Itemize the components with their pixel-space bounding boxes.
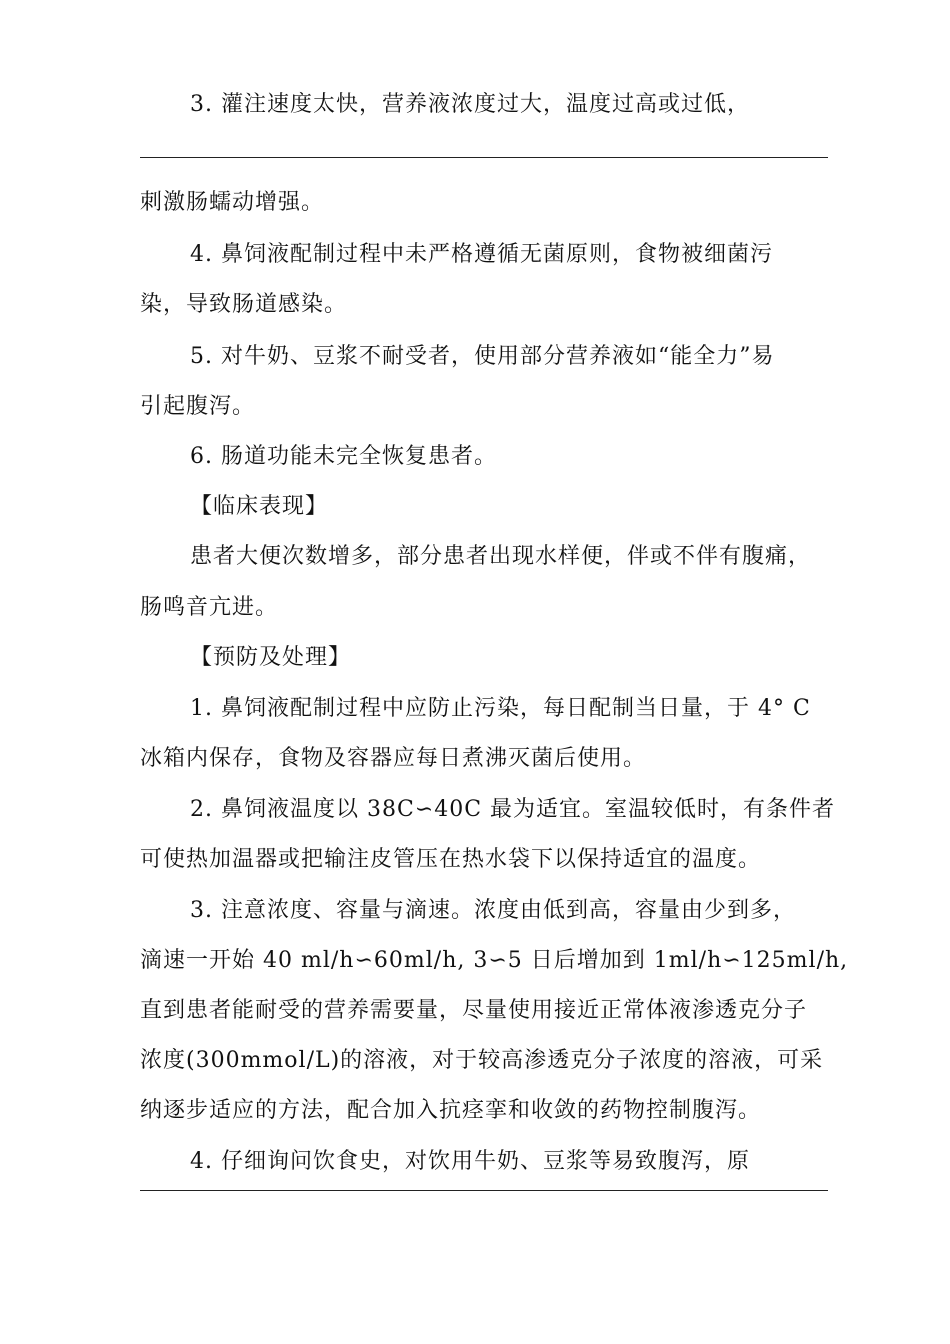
text-line: 1. 鼻饲液配制过程中应防止污染，每日配制当日量，于 4° C <box>190 696 811 721</box>
text-line: 浓度(300mmol/L)的溶液，对于较高渗透克分子浓度的溶液，可采 <box>140 1048 824 1073</box>
section-heading: 【预防及处理】 <box>190 645 352 670</box>
page-divider-top <box>140 157 828 158</box>
text-line: 直到患者能耐受的营养需要量，尽量使用接近正常体液渗透克分子 <box>140 998 808 1023</box>
text-line: 3. 灌注速度太快，营养液浓度过大，温度过高或过低， <box>190 92 750 117</box>
text-line: 冰箱内保存，食物及容器应每日煮沸灭菌后使用。 <box>140 746 647 771</box>
text-line: 可使热加温器或把输注皮管压在热水袋下以保持适宜的温度。 <box>140 847 762 872</box>
text-line: 2. 鼻饲液温度以 38C∽40C 最为适宜。室温较低时，有条件者 <box>190 797 836 822</box>
text-line: 引起腹泻。 <box>140 394 256 419</box>
text-line: 纳逐步适应的方法，配合加入抗痉挛和收敛的药物控制腹泻。 <box>140 1098 762 1123</box>
text-line: 染，导致肠道感染。 <box>140 292 348 317</box>
text-line: 5. 对牛奶、豆浆不耐受者，使用部分营养液如“能全力”易 <box>190 344 775 369</box>
text-line: 肠鸣音亢进。 <box>140 595 279 620</box>
text-line: 3. 注意浓度、容量与滴速。浓度由低到高，容量由少到多， <box>190 898 796 923</box>
text-line: 患者大便次数增多，部分患者出现水样便，伴或不伴有腹痛， <box>190 544 812 569</box>
text-line: 6. 肠道功能未完全恢复患者。 <box>190 444 497 469</box>
text-line: 4. 鼻饲液配制过程中未严格遵循无菌原则，食物被细菌污 <box>190 242 773 267</box>
page-divider-bottom <box>140 1190 828 1191</box>
text-line: 4. 仔细询问饮食史，对饮用牛奶、豆浆等易致腹泻，原 <box>190 1149 750 1174</box>
section-heading: 【临床表现】 <box>190 494 329 519</box>
text-line: 刺激肠蠕动增强。 <box>140 190 325 215</box>
text-line: 滴速一开始 40 ml/h∽60ml/h, 3∽5 日后增加到 1ml/h∽125ml/h, <box>140 948 849 973</box>
